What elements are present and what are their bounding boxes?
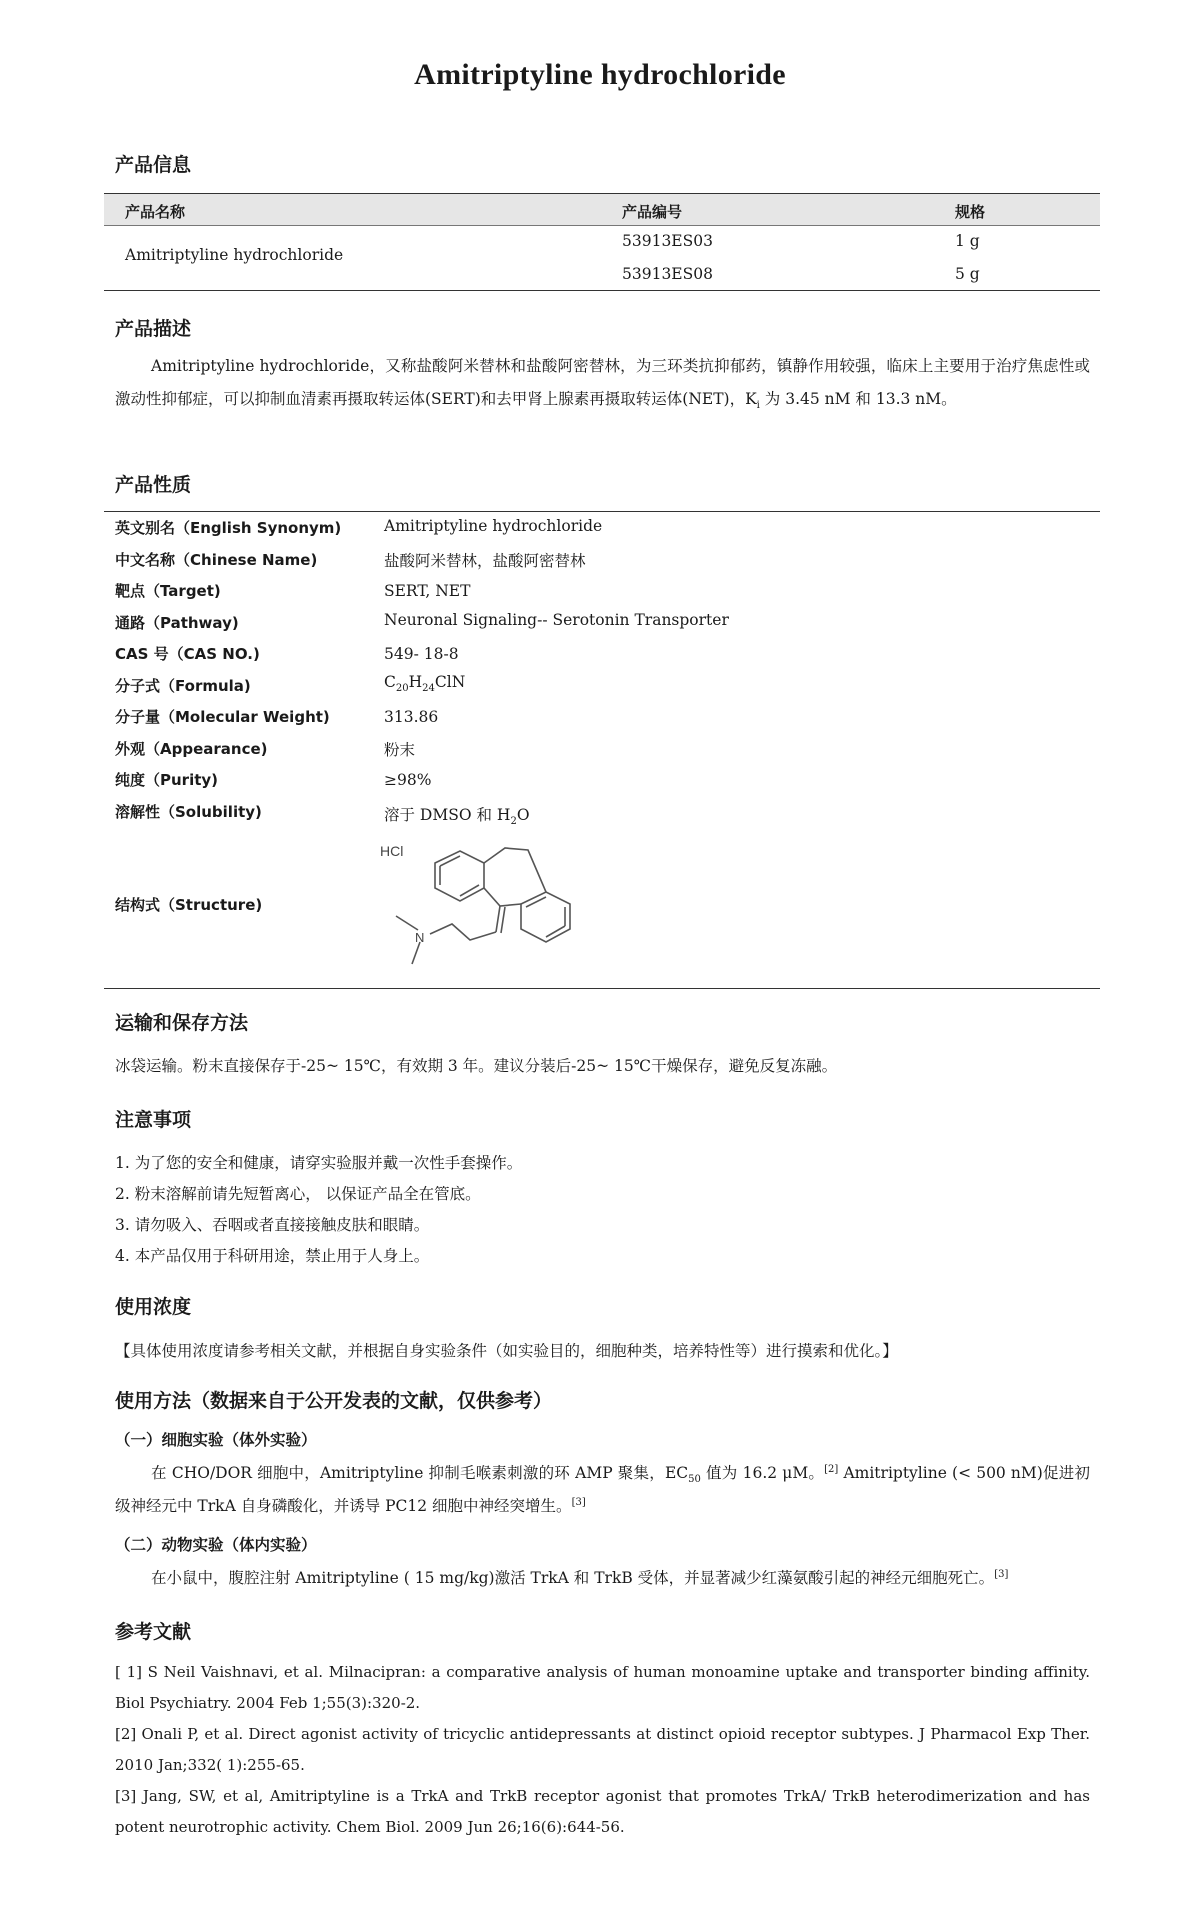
description-tail: 为 3.45 nM 和 13.3 nM。: [759, 390, 957, 408]
prop-label-structure: 结构式（Structure): [115, 896, 263, 914]
prop-label-purity: 纯度（Purity): [115, 771, 219, 789]
cell-text-a: 在 CHO/DOR 细胞中，Amitriptyline 抑制毛喉素刺激的环 AMP 聚集，EC: [151, 1464, 689, 1482]
cell-experiment-paragraph: [115, 1457, 1090, 1523]
table-header-size: 规格: [955, 203, 986, 221]
section-heading-product-desc: 产品描述: [115, 318, 192, 340]
section-heading-concentration: 使用浓度: [115, 1296, 192, 1318]
prop-label-appearance: 外观（Appearance): [115, 740, 268, 758]
ec50-subscript: 50: [688, 1474, 701, 1486]
prop-value-pathway: Neuronal Signaling-- Serotonin Transporter: [384, 611, 729, 629]
table-header-name: 产品名称: [125, 203, 186, 221]
table-header-code: 产品编号: [622, 203, 683, 221]
prop-label-chinese-name: 中文名称（Chinese Name): [115, 551, 318, 569]
product-table-header-band: [104, 193, 1100, 226]
citation-2: [2]: [824, 1463, 839, 1475]
prop-label-solubility: 溶解性（Solubility): [115, 803, 262, 821]
cell-text-b: 值为 16.2 μM。: [700, 1464, 825, 1482]
prop-label-mw: 分子量（Molecular Weight): [115, 708, 330, 726]
section-heading-usage: 使用方法（数据来自于公开发表的文献，仅供参考）: [115, 1390, 553, 1412]
table-bottom-rule: [104, 290, 1100, 291]
storage-text: 冰袋运输。粉末直接保存于-25~ 15℃，有效期 3 年。建议分装后-25~ 15℃干燥保存，避免反复冻融。: [115, 1057, 838, 1075]
prop-value-target: SERT, NET: [384, 582, 471, 600]
structure-diagram: [380, 838, 630, 978]
prop-label-cas: CAS 号（CAS NO.): [115, 645, 260, 663]
description-paragraph: [115, 350, 1090, 416]
prop-value-chinese-name: 盐酸阿米替林，盐酸阿密替林: [384, 552, 586, 570]
section-heading-product-props: 产品性质: [115, 474, 192, 496]
prop-value-appearance: 粉末: [384, 741, 416, 759]
hcl-label: HCl: [380, 843, 404, 859]
section-heading-references: 参考文献: [115, 1621, 192, 1643]
prop-label-synonym: 英文别名（English Synonym): [115, 519, 342, 537]
prop-value-synonym: Amitriptyline hydrochloride: [384, 517, 603, 535]
product-name-cell: Amitriptyline hydrochloride: [125, 246, 344, 264]
prop-value-purity: ≥98%: [384, 771, 432, 789]
prop-value-solubility: 溶于 DMSO 和 $H_2O$: [384, 806, 530, 828]
document-title: Amitriptyline hydrochloride: [414, 58, 786, 91]
product-code-cell: 53913ES03: [622, 232, 713, 250]
subheading-animal-experiment: （二）动物实验（体内实验）: [115, 1536, 317, 1554]
section-heading-storage: 运输和保存方法: [115, 1012, 249, 1034]
citation-3: [3]: [994, 1568, 1009, 1580]
concentration-text: 【具体使用浓度请参考相关文献，并根据自身实验条件（如实验目的，细胞种类，培养特性等）进行摸索和优化。】: [115, 1342, 898, 1360]
note-item: 3. 请勿吸入、吞咽或者直接接触皮肤和眼睛。: [115, 1216, 430, 1234]
animal-text: 在小鼠中，腹腔注射 Amitriptyline ( 15 mg/kg)激活 TrkA 和 TrkB 受体，并显著减少红藻氨酸引起的神经元细胞死亡。: [151, 1569, 995, 1587]
prop-label-pathway: 通路（Pathway): [115, 614, 239, 632]
prop-value-cas: 549- 18-8: [384, 645, 459, 663]
description-subscript: i: [756, 400, 760, 412]
product-code-cell: 53913ES08: [622, 265, 713, 283]
prop-label-target: 靶点（Target): [115, 582, 221, 600]
reference-item: [ 1] S Neil Vaishnavi, et al. Milnacipran: a comparative analysis of human monoamine uptake and transporter binding affinity. Biol Psychiatry. 2004 Feb 1;55(3):320-2.: [115, 1663, 1090, 1712]
props-top-rule: [104, 511, 1100, 512]
prop-label-formula: 分子式（Formula): [115, 677, 251, 695]
reference-item: [2] Onali P, et al. Direct agonist activity of tricyclic antidepressants at distinct opioid receptor subtypes. J Pharmacol Exp Ther. 2010 Jan;332( 1):255-65.: [115, 1725, 1090, 1774]
note-item: 1. 为了您的安全和健康，请穿实验服并戴一次性手套操作。: [115, 1154, 523, 1172]
citation-3: [3]: [571, 1496, 586, 1508]
subheading-cell-experiment: （一）细胞实验（体外实验）: [115, 1431, 317, 1449]
note-item: 4. 本产品仅用于科研用途，禁止用于人身上。: [115, 1247, 430, 1265]
cell-text-c: Amitriptyline (< 500 nM)促进初级神经元中 TrkA 自身磷酸化，并诱导 PC12 细胞中神经突增生。: [115, 1464, 1090, 1515]
product-size-cell: 5 g: [955, 265, 980, 283]
prop-value-mw: 313.86: [384, 708, 439, 726]
section-heading-product-info: 产品信息: [115, 154, 192, 176]
prop-value-formula: $C_{20}H_{24}ClN$: [384, 673, 466, 695]
svg-text:N: N: [415, 930, 425, 945]
product-size-cell: 1 g: [955, 232, 980, 250]
reference-item: [3] Jang, SW, et al, Amitriptyline is a TrkA and TrkB receptor agonist that promotes TrkA/ TrkB heterodimerization and has potent neurotrophic activity. Chem Biol. 2009 Jun 26;16(6):644-56.: [115, 1787, 1090, 1836]
section-heading-notes: 注意事项: [115, 1109, 192, 1131]
description-text: Amitriptyline hydrochloride，又称盐酸阿米替林和盐酸阿密替林，为三环类抗抑郁药，镇静作用较强，临床上主要用于治疗焦虑性或激动性抑郁症，可以抑制血清素再摄取转运体(SERT)和去甲肾上腺素再摄取转运体(NET)，K: [115, 357, 1090, 408]
note-item: 2. 粉末溶解前请先短暂离心， 以保证产品全在管底。: [115, 1185, 481, 1203]
props-bottom-rule: [104, 988, 1100, 989]
animal-experiment-paragraph: [115, 1562, 1090, 1595]
